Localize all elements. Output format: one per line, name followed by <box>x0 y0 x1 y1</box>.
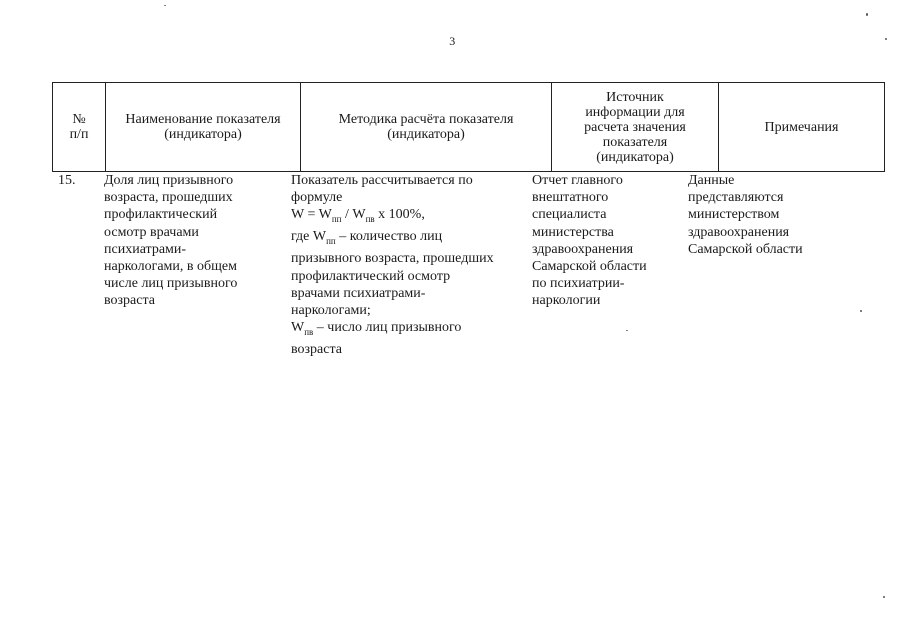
scan-speck <box>626 330 628 331</box>
header-information-source: Источник информации для расчета значения показателя (индикатора) <box>552 83 719 172</box>
method-line: призывного возраста, прошедших <box>291 251 494 267</box>
table-header-row <box>53 83 885 172</box>
scan-speck <box>164 5 166 6</box>
row-information-source: Отчет главного внештатного специалиста министерства здравоохранения Самарской области по психиатрии- наркологии <box>532 173 647 309</box>
method-line: формуле <box>291 190 343 206</box>
method-line: врачами психиатрами- <box>291 285 426 301</box>
scan-speck <box>883 596 885 598</box>
method-definition: где $W_{пп}$ – количество лиц <box>291 229 443 247</box>
method-line: наркологами; <box>291 303 371 319</box>
row-number: 15. <box>58 173 76 188</box>
header-notes: Примечания <box>719 83 885 172</box>
method-line: профилактический осмотр <box>291 268 451 284</box>
method-definition: $W_{пв}$ – число лиц призывного <box>291 320 462 338</box>
row-indicator-name: Доля лиц призывного возраста, прошедших профилактический осмотр врачами психиатрами- наркологами, в общем числе лиц призывного возраста <box>104 173 238 309</box>
header-calculation-method: Методика расчёта показателя (индикатора) <box>301 83 552 172</box>
header-number: № п/п <box>53 83 106 172</box>
header-indicator-name: Наименование показателя (индикатора) <box>106 83 301 172</box>
method-line: возраста <box>291 342 342 358</box>
indicator-table-header <box>52 82 885 172</box>
scan-speck <box>866 13 868 16</box>
method-formula: $W = W_{пп} / W_{пв}$ x 100%, <box>291 207 425 225</box>
row-calculation-method <box>291 172 523 358</box>
page-number: 3 <box>449 34 456 48</box>
scan-speck <box>885 38 887 40</box>
scan-speck <box>860 310 862 312</box>
row-notes: Данные представляются министерством здравоохранения Самарской области <box>688 173 803 257</box>
method-line: Показатель рассчитывается по <box>291 173 473 188</box>
